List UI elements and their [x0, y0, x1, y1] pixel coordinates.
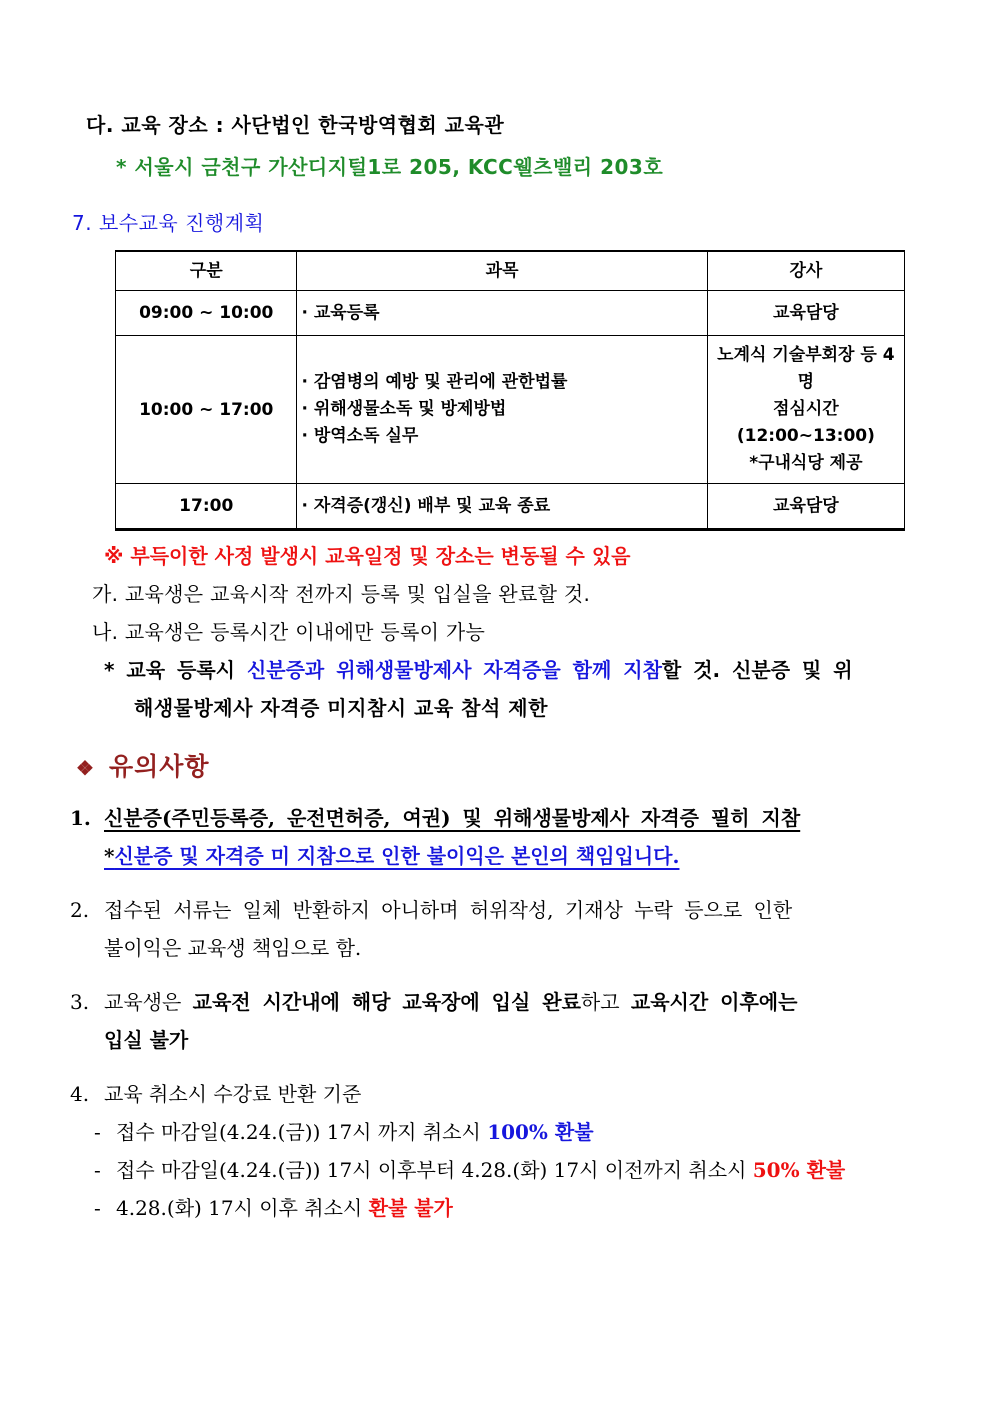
item4-line1: 교육 취소시 수강료 반환 기준	[104, 1082, 362, 1106]
note-blue-text: 신분증과 위해생물방제사 자격증을 함께 지참	[246, 658, 662, 682]
note-na: 나. 교육생은 등록시간 이내에만 등록이 가능	[92, 620, 486, 644]
subject-line: · 교육등록	[301, 302, 380, 323]
time-cell: 10:00 ~ 17:00	[116, 336, 297, 484]
cautions-title: 유의사항	[108, 752, 210, 781]
subject-line: · 자격증(갱신) 배부 및 교육 종료	[301, 495, 551, 516]
diamond-bullet-icon: ❖	[76, 756, 95, 780]
refund-rule-2-text: 접수 마감일(4.24.(금)) 17시 이후부터 4.28.(화) 17시 이전까지 취소시	[116, 1158, 753, 1182]
refund-rule-3	[94, 1189, 934, 1227]
item3-line1	[104, 983, 934, 1021]
caution-item-2	[70, 891, 934, 967]
item2-line2: 불이익은 교육생 책임으로 함.	[104, 936, 362, 960]
item1-line1: 신분증(주민등록증, 운전면허증, 여권) 및 위해생물방제사 자격증 필히 지참	[104, 806, 801, 830]
item3-seg4-bold: 교육시간 이후에는	[630, 990, 798, 1014]
dash-marker: -	[94, 1120, 101, 1144]
item3-seg2-bold: 교육전 시간내에 해당 교육장에 입실 완료	[192, 990, 581, 1014]
id-requirement-note-continued: 해생물방제사 자격증 미지참시 교육 참석 제한	[134, 696, 548, 720]
asterisk-marker: *	[116, 155, 127, 179]
table-row	[116, 484, 905, 530]
asterisk-marker: *	[104, 658, 115, 682]
schedule-change-warning: ※ 부득이한 사정 발생시 교육일정 및 장소는 변동될 수 있음	[104, 544, 631, 568]
item3-line2: 입실 불가	[104, 1028, 189, 1052]
refund-rule-2-highlight: 50% 환불	[752, 1158, 846, 1182]
subject-cell	[297, 336, 707, 484]
refund-rule-1	[94, 1113, 934, 1151]
instructor-cell	[707, 291, 904, 336]
item-number: 3.	[70, 990, 90, 1014]
item-number: 1.	[70, 806, 91, 830]
subject-cell	[297, 291, 707, 336]
item3-seg1: 교육생은	[104, 990, 193, 1014]
location-text: 교육 장소 : 사단법인 한국방역협회 교육관	[121, 113, 505, 137]
refund-rule-2	[94, 1151, 934, 1189]
location-label: 다.	[86, 113, 114, 137]
item-number: 2.	[70, 898, 90, 922]
time-cell: 17:00	[116, 484, 297, 530]
subject-line: · 방역소독 실무	[301, 426, 419, 446]
instructor-line: 노계식 기술부회장 등 4명	[717, 345, 895, 392]
refund-rule-3-text: 4.28.(화) 17시 이후 취소시	[116, 1196, 369, 1220]
instructor-cell	[707, 484, 904, 530]
asterisk-marker: *	[104, 844, 115, 868]
column-header-instructor: 강사	[707, 251, 904, 291]
table-header-row	[116, 251, 905, 291]
caution-item-4	[70, 1075, 934, 1113]
subject-line: · 위해생물소독 및 방제방법	[301, 399, 507, 419]
table-row	[116, 291, 905, 336]
section-7-heading: 7. 보수교육 진행계획	[72, 211, 265, 235]
subject-line: · 감염병의 예방 및 관리에 관한법률	[301, 372, 568, 392]
item1-line2	[104, 837, 934, 875]
refund-rule-3-highlight: 환불 불가	[368, 1196, 453, 1220]
instructor-cell	[707, 336, 904, 484]
instructor-line: *구내식당 제공	[749, 453, 863, 473]
time-cell: 09:00 ~ 10:00	[116, 291, 297, 336]
item3-seg3: 하고	[580, 990, 631, 1014]
instructor-line: 교육담당	[773, 302, 839, 323]
dash-marker: -	[94, 1158, 101, 1182]
schedule-table	[115, 250, 905, 531]
note-post-text: 할 것. 신분증 및 위	[661, 658, 853, 682]
caution-item-1	[70, 799, 934, 875]
column-header-category: 구분	[116, 251, 297, 291]
education-location-line	[86, 112, 934, 138]
caution-item-3	[70, 983, 934, 1059]
note-ga: 가. 교육생은 교육시작 전까지 등록 및 입실을 완료할 것.	[92, 582, 591, 606]
instructor-line: 점심시간(12:00~13:00)	[736, 399, 875, 446]
item1-line2-text: 신분증 및 자격증 미 지참으로 인한 불이익은 본인의 책임입니다.	[114, 844, 680, 868]
education-address-line	[116, 154, 934, 180]
refund-rule-1-text: 접수 마감일(4.24.(금)) 17시 까지 취소시	[116, 1120, 488, 1144]
subject-cell	[297, 484, 707, 530]
item-number: 4.	[70, 1082, 90, 1106]
cautions-heading	[76, 750, 934, 785]
dash-marker: -	[94, 1196, 101, 1220]
note-pre-text: 교육 등록시	[114, 658, 247, 682]
address-text: 서울시 금천구 가산디지털1로 205, KCC웰츠밸리 203호	[134, 155, 664, 179]
item2-line1: 접수된 서류는 일체 반환하지 아니하며 허위작성, 기재상 누락 등으로 인한	[104, 898, 793, 922]
column-header-subject: 과목	[297, 251, 707, 291]
id-requirement-note	[104, 658, 934, 682]
refund-rule-1-highlight: 100% 환불	[487, 1120, 594, 1144]
instructor-line: 교육담당	[773, 495, 839, 516]
table-row	[116, 336, 905, 484]
